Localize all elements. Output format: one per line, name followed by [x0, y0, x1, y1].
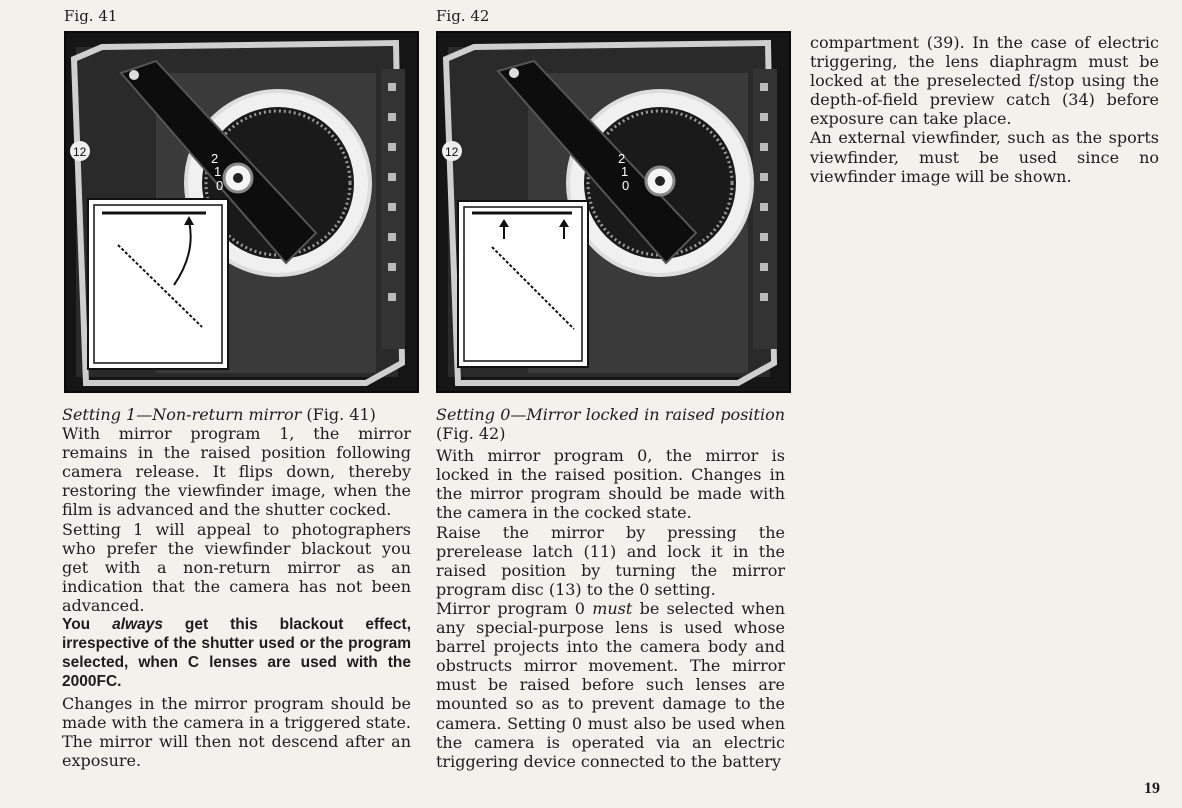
figure-41-photo [64, 31, 419, 393]
dial-digit-2: 2 [618, 151, 626, 166]
emphasis-italic: always [112, 616, 163, 634]
dial-digit-2: 2 [211, 151, 219, 166]
emphasis-text: get this blackout effect, irrespective of the shutter used or the program selected, when C lenses are used with the 2000FC. [62, 616, 411, 691]
paragraph: compartment (39). In the case of electric triggering, the lens diaphragm must be locked at the preselected f/stop using the depth-of-field preview catch (34) before exposure can take place. [810, 33, 1159, 129]
caption-title: Setting 1—Non-return mirror [62, 405, 302, 424]
caption-fig-42 [436, 405, 785, 443]
paragraph: Changes in the mirror program should be made with the camera in a triggered state. The mirror will then not descend after an exposure. [62, 694, 411, 771]
camera-illustration-41 [66, 33, 417, 391]
badge-12: 12 [445, 145, 459, 159]
paragraph-text: Mirror program 0 [436, 598, 593, 618]
emphasis-must: must [592, 598, 633, 618]
caption-title: Setting 0—Mirror locked in raised position [436, 405, 785, 424]
paragraph: With mirror program 1, the mirror remains in the raised position following camera release. It flips down, thereby restoring the viewfinder image, when the film is advanced and the shutter cocked. [62, 424, 411, 520]
paragraph-text: be selected when any special-purpose lens is used whose barrel projects into the camera body and obstructs mirror movement. The mirror must be raised before such lenses are mounted so as to prevent damage to the camera. Setting 0 must also be used when the camera is operated via an electric triggering device connected to the battery [436, 598, 785, 771]
camera-illustration-42 [438, 33, 789, 391]
middle-column [436, 405, 785, 771]
left-column [62, 405, 411, 770]
paragraph: Setting 1 will appeal to photographers who prefer the viewfinder blackout you get with a non-return mirror as an indication that the camera has not been advanced. [62, 519, 411, 615]
badge-12: 12 [73, 145, 87, 159]
paragraph: An external viewfinder, such as the sports viewfinder, must be used since no viewfinder image will be shown. [810, 128, 1159, 186]
figure-41-label: Fig. 41 [64, 7, 118, 25]
emphasis-paragraph [62, 615, 411, 691]
caption-ref: (Fig. 42) [436, 424, 506, 444]
caption-ref: (Fig. 41) [301, 405, 376, 424]
dial-digit-1: 1 [621, 164, 629, 179]
emphasis-text: You [62, 616, 113, 634]
paragraph [436, 599, 785, 771]
page-number: 19 [1144, 780, 1160, 797]
dial-digit-0: 0 [622, 178, 630, 193]
dial-digit-1: 1 [214, 164, 222, 179]
figure-42-label: Fig. 42 [436, 7, 490, 25]
caption-fig-41 [62, 405, 411, 424]
figure-42-photo [436, 31, 791, 393]
right-column [810, 33, 1159, 186]
dial-digit-0: 0 [216, 178, 224, 193]
paragraph: With mirror program 0, the mirror is locked in the raised position. Changes in the mirror program should be made with the camera in the cocked state. [436, 446, 785, 523]
paragraph: Raise the mirror by pressing the prerelease latch (11) and lock it in the raised position by turning the mirror program disc (13) to the 0 setting. [436, 522, 785, 599]
